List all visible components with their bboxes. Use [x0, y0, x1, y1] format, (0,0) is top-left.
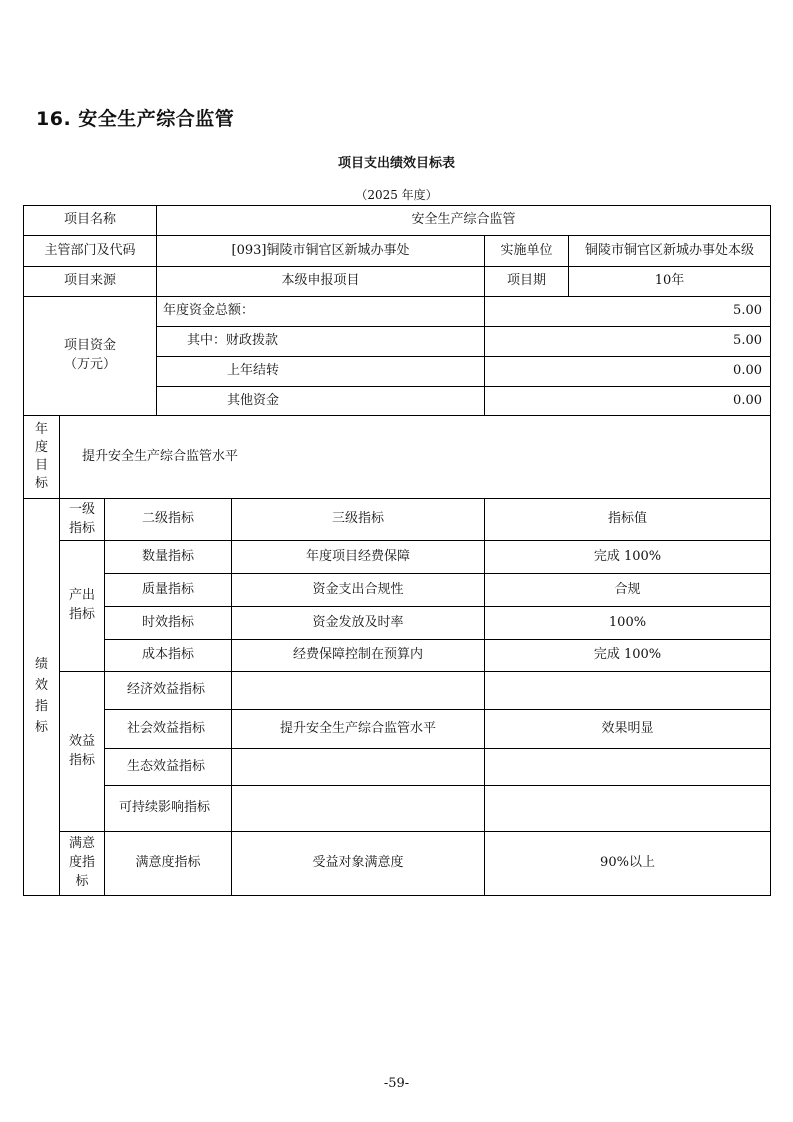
dept-value: [093]铜陵市铜官区新城办事处 [156, 235, 485, 267]
output-value: 完成 100% [484, 540, 771, 574]
source-label: 项目来源 [23, 266, 157, 297]
source-value: 本级申报项目 [156, 266, 485, 297]
period-value: 10年 [568, 266, 771, 297]
period-label: 项目期 [484, 266, 569, 297]
annual-goal-char: 度 [34, 439, 48, 455]
output-value: 完成 100% [484, 639, 771, 672]
benefit-value [484, 748, 771, 786]
funds-other-value: 0.00 [484, 386, 771, 416]
project-name-label: 项目名称 [23, 205, 157, 236]
benefit-level2: 可持续影响指标 [104, 785, 232, 832]
satisfaction-label-line: 度指 [68, 855, 95, 871]
benefit-indicator-label: 效益指标 [59, 671, 105, 832]
output-indicator-label: 产出指标 [59, 540, 105, 672]
satisfaction-label-line: 标 [75, 873, 89, 889]
project-name-value: 安全生产综合监管 [156, 205, 771, 236]
satisfaction-level3: 受益对象满意度 [231, 831, 485, 896]
funds-fiscal-label: 其中：财政拨款 [156, 326, 485, 357]
header-value: 指标值 [484, 498, 771, 541]
output-level2: 质量指标 [104, 573, 232, 607]
annual-goal-char: 标 [34, 476, 48, 492]
benefit-level2: 生态效益指标 [104, 748, 232, 786]
output-value: 100% [484, 606, 771, 640]
perf-label [23, 498, 60, 896]
header-level2: 二级指标 [104, 498, 232, 541]
output-level2: 成本指标 [104, 639, 232, 672]
funds-label [23, 296, 157, 416]
section-heading: 16. 安全生产综合监管 [36, 108, 235, 130]
funds-total-label: 年度资金总额： [156, 296, 485, 327]
impl-value: 铜陵市铜官区新城办事处本级 [568, 235, 771, 267]
satisfaction-label-line: 满意 [68, 836, 95, 852]
header-level3: 三级指标 [231, 498, 485, 541]
table-title: 项目支出绩效目标表 [337, 156, 455, 171]
output-level2: 时效指标 [104, 606, 232, 640]
benefit-value [484, 785, 771, 832]
output-level3: 资金发放及时率 [231, 606, 485, 640]
benefit-level2: 经济效益指标 [104, 671, 232, 710]
benefit-level3: 提升安全生产综合监管水平 [231, 709, 485, 749]
output-level2: 数量指标 [104, 540, 232, 574]
benefit-level2: 社会效益指标 [104, 709, 232, 749]
dept-label: 主管部门及代码 [23, 235, 157, 267]
benefit-level3 [231, 748, 485, 786]
funds-other-label: 其他资金 [156, 386, 485, 416]
funds-carryover-label: 上年结转 [156, 356, 485, 387]
benefit-value [484, 671, 771, 710]
perf-label-char: 效 [34, 678, 48, 694]
perf-label-char: 绩 [34, 657, 48, 673]
satisfaction-value: 90%以上 [484, 831, 771, 896]
funds-carryover-value: 0.00 [484, 356, 771, 387]
annual-goal-char: 目 [34, 458, 48, 473]
output-value: 合规 [484, 573, 771, 607]
perf-label-char: 标 [34, 719, 48, 735]
annual-goal-char: 年 [34, 421, 48, 437]
impl-label: 实施单位 [484, 235, 569, 267]
funds-label-line1: 项目资金 [63, 338, 116, 354]
perf-label-char: 指 [34, 699, 48, 714]
benefit-level3 [231, 785, 485, 832]
output-level3: 年度项目经费保障 [231, 540, 485, 574]
output-level3: 经费保障控制在预算内 [231, 639, 485, 672]
funds-total-value: 5.00 [484, 296, 771, 327]
header-level1: 一级指标 [59, 498, 105, 541]
table-year: （2025 年度） [355, 188, 438, 202]
output-level3: 资金支出合规性 [231, 573, 485, 607]
funds-label-line2: （万元） [63, 357, 116, 372]
funds-fiscal-value: 5.00 [484, 326, 771, 357]
satisfaction-level2: 满意度指标 [104, 831, 232, 896]
annual-goal-label [23, 415, 60, 499]
page-number: -59- [383, 1076, 410, 1091]
benefit-value: 效果明显 [484, 709, 771, 749]
satisfaction-indicator-label [59, 831, 105, 896]
annual-goal-text: 提升安全生产综合监管水平 [59, 415, 771, 499]
benefit-level3 [231, 671, 485, 710]
